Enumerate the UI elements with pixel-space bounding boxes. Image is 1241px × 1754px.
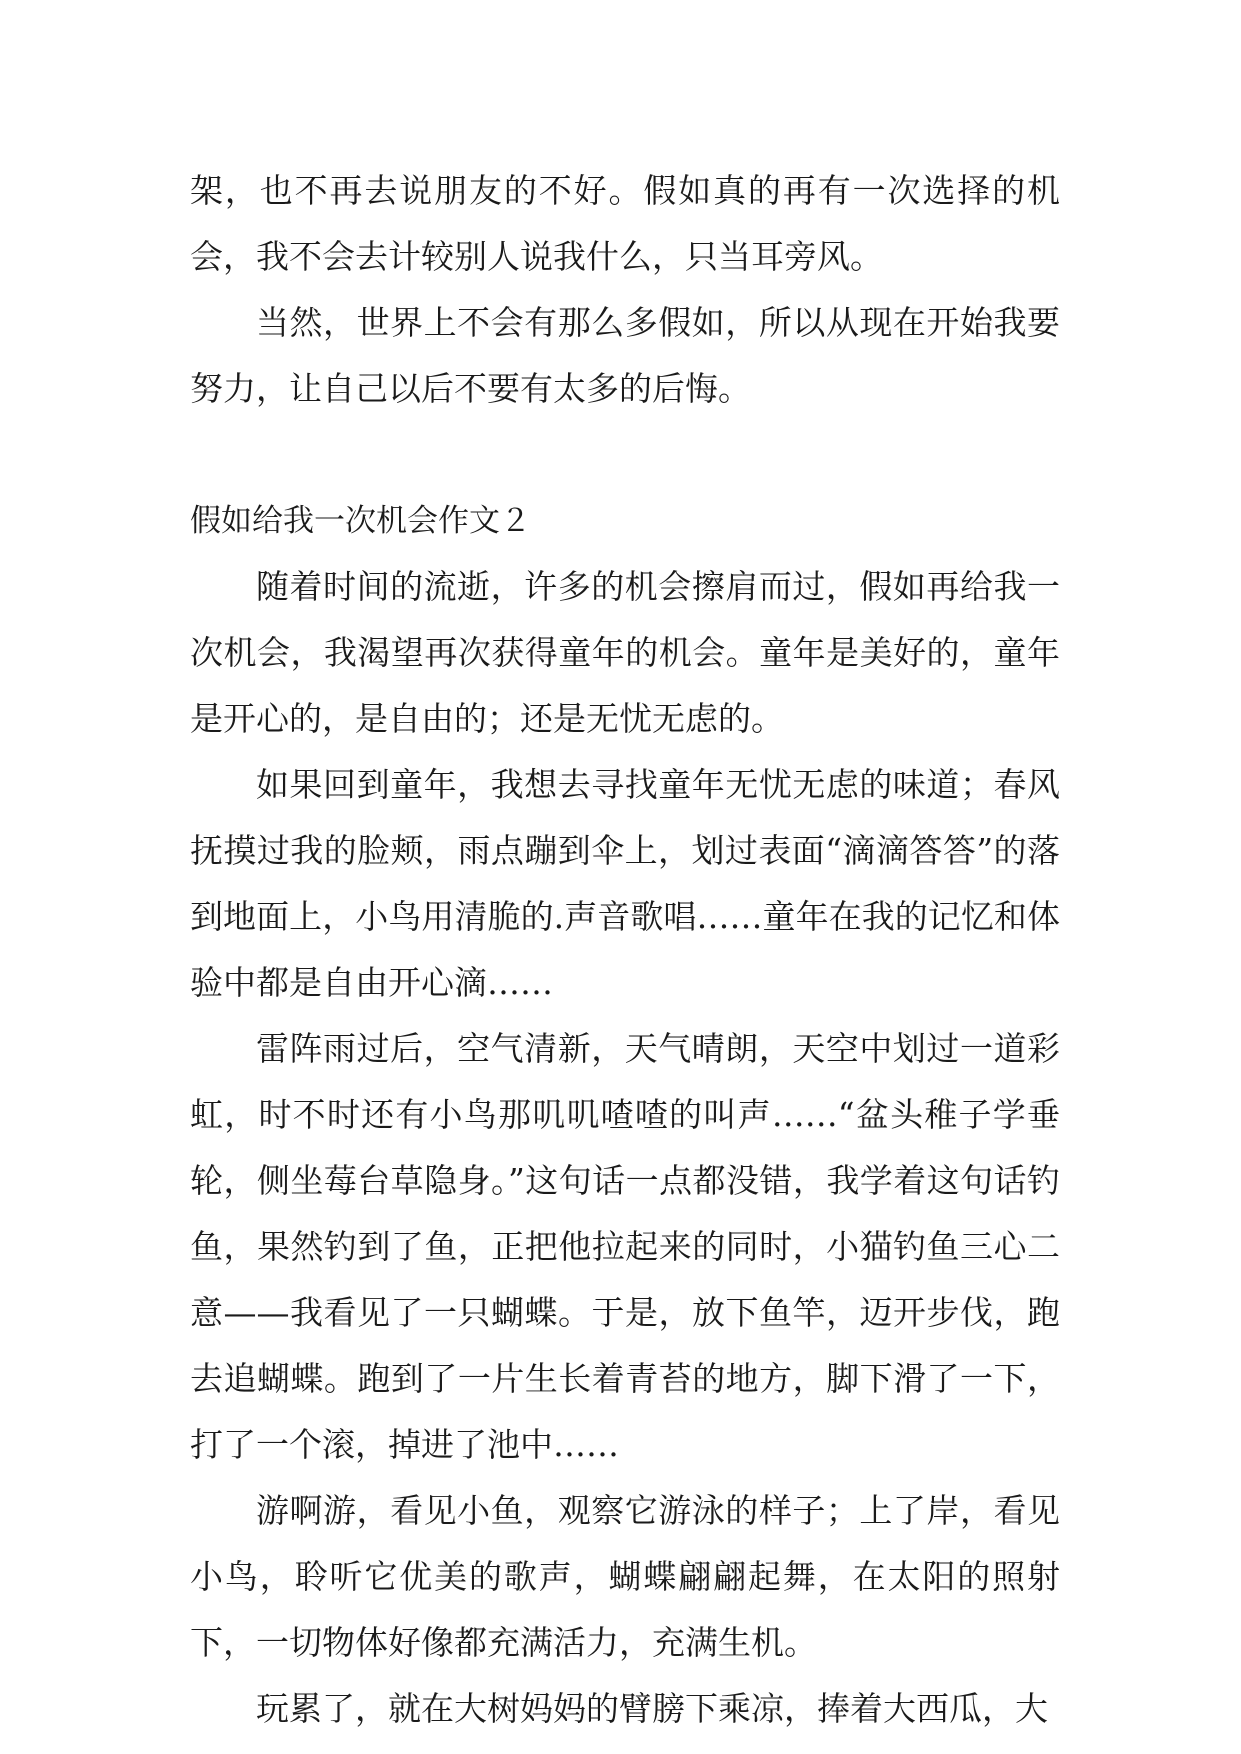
paragraph: 雷阵雨过后，空气清新，天气晴朗，天空中划过一道彩虹，时不时还有小鸟那叽叽喳喳的叫声……“盆头稚子学垂轮，侧坐莓台草隐身。”这句话一点都没错，我学着这句话钓鱼，果然钓到了鱼，正把他拉起来的同时，小猫钓鱼三心二意——我看见了一只蝴蝶。于是，放下鱼竿，迈开步伐，跑去追蝴蝶。跑到了一片生长着青苔的地方，脚下滑了一下，打了一个滚，掉进了池中…… (190, 1029, 1060, 1464)
paragraph: 如果回到童年，我想去寻找童年无忧无虑的味道；春风抚摸过我的脸颊，雨点蹦到伞上，划过表面“滴滴答答”的落到地面上，小鸟用清脆的.声音歌唱……童年在我的记忆和体验中都是自由开心滴…… (190, 765, 1060, 1002)
paragraph-continuation: 架，也不再去说朋友的不好。假如真的再有一次选择的机会，我不会去计较别人说我什么，只当耳旁风。 (190, 171, 1060, 276)
essay-title: 假如给我一次机会作文２ (190, 503, 531, 539)
paragraph: 当然，世界上不会有那么多假如，所以从现在开始我要努力，让自己以后不要有太多的后悔。 (190, 303, 1060, 408)
paragraph: 玩累了，就在大树妈妈的臂膀下乘凉，捧着大西瓜，大 (256, 1689, 1048, 1728)
section-spacer (190, 422, 1060, 488)
paragraph: 随着时间的流逝，许多的机会擦肩而过，假如再给我一次机会，我渴望再次获得童年的机会。童年是美好的，童年是开心的，是自由的；还是无忧无虑的。 (190, 567, 1060, 738)
document-body (190, 158, 1060, 1742)
paragraph: 游啊游，看见小鱼，观察它游泳的样子；上了岸，看见小鸟，聆听它优美的歌声，蝴蝶翩翩起舞，在太阳的照射下，一切物体好像都充满活力，充满生机。 (190, 1491, 1060, 1662)
